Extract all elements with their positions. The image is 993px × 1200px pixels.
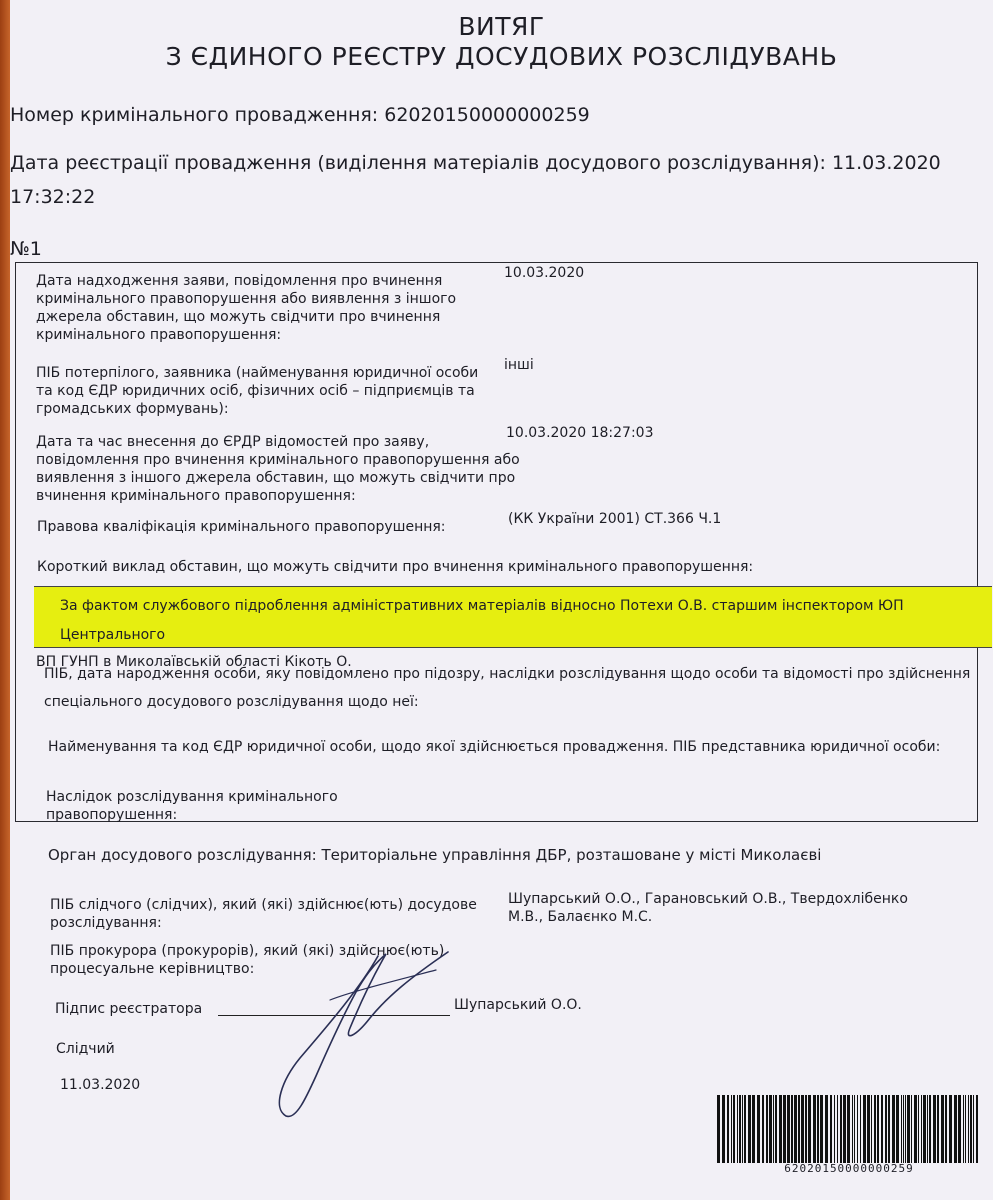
date-label: 11.03.2020 [60,1077,141,1093]
qualification-label: Правова кваліфікація кримінального правопорушення: [37,519,446,535]
case-number: Номер кримінального провадження: 62020150000000259 [10,104,590,126]
summary-label: Короткий виклад обставин, що можуть свідчити про вчинення кримінального правопорушення: [37,559,754,575]
victim-label: ПІБ потерпілого, заявника (найменування юридичної особи та код ЄДР юридичних осіб, фізичних осіб – підприємців та громадських формувань): [36,365,479,417]
victim-value: інші [504,357,534,373]
authority-text: Орган досудового розслідування: Територіальне управління ДБР, розташоване у місті Миколаєві [48,846,822,864]
document-page [10,0,993,1200]
barcode [715,1095,983,1163]
entered-label: Дата та час внесення до ЄРДР відомостей про заяву, повідомлення про вчинення кримінального правопорушення або виявлення з іншого джерела обставин, що можуть свідчити про вчинення кримінального правопорушення: [36,434,520,504]
registration-time: 17:32:22 [10,186,96,208]
legal-entity-label: Найменування та код ЄДР юридичної особи, щодо якої здійснюється провадження. ПІБ представника юридичної особи: [48,739,941,755]
qualification-value: (КК України 2001) СТ.366 Ч.1 [508,511,722,527]
signer-name: Шупарський О.О. [454,997,582,1013]
page-background-edge [0,0,10,1200]
entered-value: 10.03.2020 18:27:03 [506,425,654,441]
role-label: Слідчий [56,1041,115,1057]
registration-date: Дата реєстрації провадження (виділення матеріалів досудового розслідування): 11.03.2020 [10,152,941,174]
received-label: Дата надходження заяви, повідомлення про вчинення кримінального правопорушення або виявлення з іншого джерела обставин, що можуть свідчити про вчинення кримінального правопорушення: [36,273,457,343]
barcode-number: 62020150000000259 [784,1162,914,1175]
suspect-label: ПІБ, дата народження особи, яку повідомлено про підозру, наслідки розслідування щодо особи та відомості про здійснення спеціального досудового розслідування щодо неї: [44,666,971,710]
signature-label: Підпис реєстратора [55,1001,203,1017]
consequence-label: Наслідок розслідування кримінального правопорушення: [46,789,338,823]
summary-text: За фактом службового підроблення адміністративних матеріалів відносно Потехи О.В. старшим інспектором ЮП Центрального ВП ГУНП в Миколаївській області Кікоть О. [36,598,904,670]
received-value: 10.03.2020 [504,265,585,281]
prosecutors-label: ПІБ прокурора (прокурорів), який (які) здійснює(ють) процесуальне керівництво: [50,943,445,977]
document-title: ВИТЯГ [458,12,545,41]
handwritten-signature [260,948,460,1123]
investigators-value: Шупарський О.О., Гарановський О.В., Твердохлібенко М.В., Балаєнко М.С. [508,891,908,925]
document-subtitle: З ЄДИНОГО РЕЄСТРУ ДОСУДОВИХ РОЗСЛІДУВАНЬ [165,42,838,71]
episode-label: №1 [10,238,42,260]
investigators-label: ПІБ слідчого (слідчих), який (які) здійснює(ють) досудове розслідування: [50,897,477,931]
